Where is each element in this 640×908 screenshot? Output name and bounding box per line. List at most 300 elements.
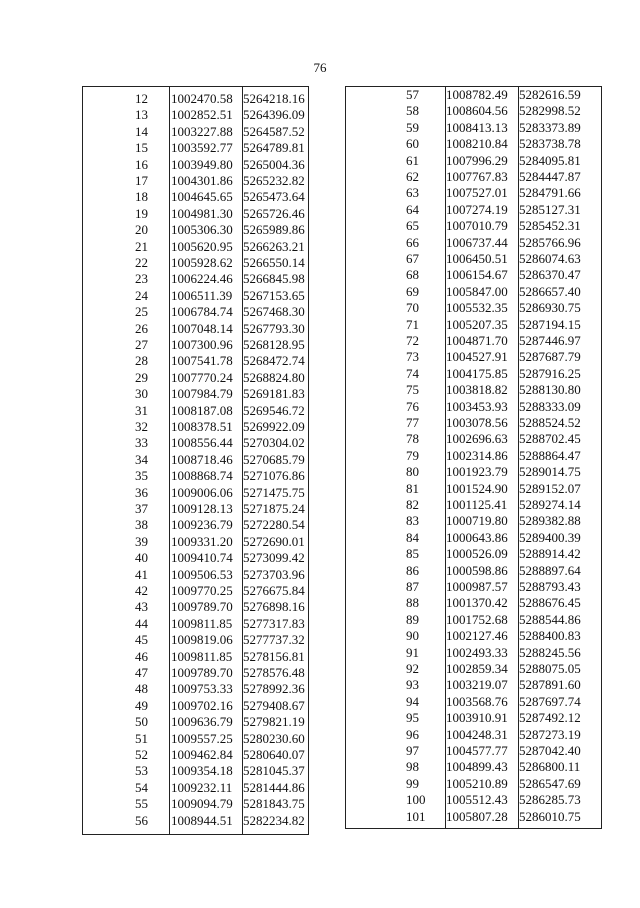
point-number: 99 [406, 775, 419, 791]
x-coordinate: 1009410.74 [171, 550, 233, 566]
table-top-rule [83, 86, 308, 87]
x-coordinate: 1009006.06 [171, 484, 233, 500]
table-row [83, 271, 308, 288]
point-number: 34 [135, 451, 148, 467]
table-row [83, 239, 308, 256]
y-coordinate: 5276898.16 [243, 599, 305, 615]
point-number: 83 [406, 513, 419, 529]
y-coordinate: 5286010.75 [519, 808, 581, 824]
table-row [83, 206, 308, 223]
x-coordinate: 1003568.76 [446, 693, 508, 709]
y-coordinate: 5287446.97 [519, 333, 581, 348]
point-number: 43 [135, 599, 148, 615]
y-coordinate: 5289274.14 [519, 497, 581, 512]
y-coordinate: 5267468.30 [243, 304, 305, 320]
table-row [83, 304, 308, 321]
x-coordinate: 1004301.86 [171, 173, 233, 188]
point-number: 94 [406, 693, 419, 709]
x-coordinate: 1009702.16 [171, 697, 233, 713]
point-number: 39 [135, 533, 148, 549]
table-row [346, 612, 601, 629]
point-number: 62 [406, 169, 419, 184]
point-number: 38 [135, 517, 148, 533]
x-coordinate: 1005807.28 [446, 808, 508, 824]
point-number: 84 [406, 529, 419, 545]
table-row [83, 288, 308, 305]
table-row [346, 481, 601, 498]
table-row [83, 403, 308, 420]
table-row [346, 694, 601, 711]
y-coordinate: 5284447.87 [519, 169, 581, 184]
point-number: 22 [135, 255, 148, 270]
x-coordinate: 1001370.42 [446, 595, 508, 611]
y-coordinate: 5267153.65 [243, 287, 305, 303]
x-coordinate: 1009236.79 [171, 517, 233, 533]
x-coordinate: 1008413.13 [446, 119, 508, 135]
x-coordinate: 1001125.41 [446, 497, 508, 512]
table-row [346, 759, 601, 776]
x-coordinate: 1005847.00 [446, 283, 508, 299]
point-number: 96 [406, 726, 419, 742]
point-number: 71 [406, 316, 419, 332]
table-row [346, 415, 601, 432]
y-coordinate: 5288400.83 [519, 628, 581, 644]
table-row [346, 202, 601, 219]
x-coordinate: 1009128.13 [171, 501, 233, 516]
table-row [83, 189, 308, 206]
x-coordinate: 1003818.82 [446, 382, 508, 398]
point-number: 59 [406, 119, 419, 135]
x-coordinate: 1003910.91 [446, 710, 508, 726]
table-row [83, 370, 308, 387]
table-row [346, 169, 601, 186]
x-coordinate: 1005210.89 [446, 775, 508, 791]
point-number: 23 [135, 271, 148, 287]
x-coordinate: 1004871.70 [446, 333, 508, 348]
point-number: 49 [135, 697, 148, 713]
table-row [346, 382, 601, 399]
point-number: 82 [406, 497, 419, 512]
point-number: 93 [406, 677, 419, 693]
x-coordinate: 1008944.51 [171, 812, 233, 828]
y-coordinate: 5286370.47 [519, 267, 581, 283]
point-number: 73 [406, 349, 419, 365]
point-number: 13 [135, 107, 148, 123]
point-number: 101 [406, 808, 426, 824]
x-coordinate: 1000987.57 [446, 579, 508, 594]
point-number: 54 [135, 779, 148, 795]
y-coordinate: 5280640.07 [243, 747, 305, 762]
point-number: 19 [135, 205, 148, 221]
x-coordinate: 1005512.43 [446, 792, 508, 808]
y-coordinate: 5289152.07 [519, 480, 581, 496]
x-coordinate: 1009636.79 [171, 714, 233, 730]
x-coordinate: 1002852.51 [171, 107, 233, 123]
point-number: 15 [135, 140, 148, 156]
table-row [346, 710, 601, 727]
table-row [83, 140, 308, 157]
y-coordinate: 5289382.88 [519, 513, 581, 529]
x-coordinate: 1005532.35 [446, 300, 508, 316]
point-number: 46 [135, 648, 148, 664]
y-coordinate: 5267793.30 [243, 320, 305, 336]
point-number: 98 [406, 759, 419, 775]
point-number: 42 [135, 583, 148, 598]
point-number: 12 [135, 91, 148, 106]
table-row [346, 218, 601, 235]
point-number: 91 [406, 644, 419, 660]
x-coordinate: 1000598.86 [446, 562, 508, 578]
y-coordinate: 5271475.75 [243, 484, 305, 500]
point-number: 61 [406, 152, 419, 168]
x-coordinate: 1006784.74 [171, 304, 233, 320]
y-coordinate: 5286074.63 [519, 251, 581, 266]
y-coordinate: 5265473.64 [243, 189, 305, 205]
page-number: 76 [313, 60, 327, 75]
table-row [346, 727, 601, 744]
table-row [346, 103, 601, 120]
y-coordinate: 5286800.11 [519, 759, 581, 775]
y-coordinate: 5285766.96 [519, 234, 581, 250]
point-number: 18 [135, 189, 148, 205]
point-number: 21 [135, 238, 148, 254]
y-coordinate: 5286930.75 [519, 300, 581, 316]
point-number: 53 [135, 763, 148, 779]
point-number: 76 [406, 398, 419, 414]
point-number: 31 [135, 402, 148, 418]
x-coordinate: 1007527.01 [446, 185, 508, 201]
y-coordinate: 5282616.59 [519, 87, 581, 102]
point-number: 63 [406, 185, 419, 201]
table-row [83, 107, 308, 124]
point-number: 58 [406, 103, 419, 119]
table-row [346, 153, 601, 170]
coordinate-table-right [345, 86, 602, 829]
x-coordinate: 1007984.79 [171, 386, 233, 402]
table-row [83, 91, 308, 108]
table-row [346, 349, 601, 366]
y-coordinate: 5264587.52 [243, 123, 305, 139]
table-row [83, 698, 308, 715]
y-coordinate: 5289400.39 [519, 529, 581, 545]
table-row [83, 173, 308, 190]
x-coordinate: 1004527.91 [446, 349, 508, 365]
y-coordinate: 5283738.78 [519, 136, 581, 152]
point-number: 77 [406, 415, 419, 430]
table-row [83, 337, 308, 354]
x-coordinate: 1006737.44 [446, 234, 508, 250]
x-coordinate: 1009789.70 [171, 665, 233, 680]
x-coordinate: 1008556.44 [171, 435, 233, 451]
x-coordinate: 1000526.09 [446, 546, 508, 562]
table-row [83, 255, 308, 272]
point-number: 33 [135, 435, 148, 451]
y-coordinate: 5278576.48 [243, 665, 305, 680]
point-number: 32 [135, 419, 148, 434]
x-coordinate: 1008718.46 [171, 451, 233, 467]
table-row [346, 579, 601, 596]
point-number: 86 [406, 562, 419, 578]
y-coordinate: 5277737.32 [243, 632, 305, 648]
x-coordinate: 1003227.88 [171, 123, 233, 139]
table-row [83, 649, 308, 666]
y-coordinate: 5279408.67 [243, 697, 305, 713]
point-number: 64 [406, 201, 419, 217]
point-number: 17 [135, 173, 148, 188]
y-coordinate: 5288075.05 [519, 661, 581, 676]
table-row [83, 517, 308, 534]
point-number: 47 [135, 665, 148, 680]
y-coordinate: 5282998.52 [519, 103, 581, 119]
y-coordinate: 5277317.83 [243, 615, 305, 631]
x-coordinate: 1001752.68 [446, 611, 508, 627]
table-row [346, 300, 601, 317]
coordinate-table-left [82, 86, 309, 835]
y-coordinate: 5288524.52 [519, 415, 581, 430]
y-coordinate: 5268472.74 [243, 353, 305, 369]
point-number: 28 [135, 353, 148, 369]
point-number: 78 [406, 431, 419, 447]
point-number: 14 [135, 123, 148, 139]
y-coordinate: 5278156.81 [243, 648, 305, 664]
table-row [346, 399, 601, 416]
x-coordinate: 1006224.46 [171, 271, 233, 287]
x-coordinate: 1008782.49 [446, 87, 508, 102]
table-row [83, 780, 308, 797]
y-coordinate: 5264218.16 [243, 91, 305, 106]
y-coordinate: 5266550.14 [243, 255, 305, 270]
y-coordinate: 5287916.25 [519, 365, 581, 381]
point-number: 95 [406, 710, 419, 726]
x-coordinate: 1008378.51 [171, 419, 233, 434]
table-row [346, 595, 601, 612]
table-row [83, 353, 308, 370]
x-coordinate: 1002493.33 [446, 644, 508, 660]
x-coordinate: 1009789.70 [171, 599, 233, 615]
x-coordinate: 1008604.56 [446, 103, 508, 119]
table-row [346, 185, 601, 202]
table-row [346, 448, 601, 465]
x-coordinate: 1001524.90 [446, 480, 508, 496]
table-row [346, 333, 601, 350]
x-coordinate: 1000719.80 [446, 513, 508, 529]
x-coordinate: 1005928.62 [171, 255, 233, 270]
x-coordinate: 1003949.80 [171, 156, 233, 172]
x-coordinate: 1002470.58 [171, 91, 233, 106]
x-coordinate: 1007770.24 [171, 369, 233, 385]
point-number: 68 [406, 267, 419, 283]
table-row [346, 792, 601, 809]
table-row [83, 222, 308, 239]
x-coordinate: 1003078.56 [446, 415, 508, 430]
y-coordinate: 5265232.82 [243, 173, 305, 188]
x-coordinate: 1003592.77 [171, 140, 233, 156]
x-coordinate: 1004248.31 [446, 726, 508, 742]
y-coordinate: 5287891.60 [519, 677, 581, 693]
table-row [83, 321, 308, 338]
y-coordinate: 5289014.75 [519, 464, 581, 480]
point-number: 55 [135, 796, 148, 812]
x-coordinate: 1007274.19 [446, 201, 508, 217]
y-coordinate: 5278992.36 [243, 681, 305, 697]
point-number: 51 [135, 730, 148, 746]
y-coordinate: 5287697.74 [519, 693, 581, 709]
table-row [83, 567, 308, 584]
x-coordinate: 1007541.78 [171, 353, 233, 369]
point-number: 87 [406, 579, 419, 594]
y-coordinate: 5287492.12 [519, 710, 581, 726]
table-row [83, 485, 308, 502]
point-number: 72 [406, 333, 419, 348]
table-row [83, 681, 308, 698]
y-coordinate: 5270304.02 [243, 435, 305, 451]
table-row [83, 599, 308, 616]
point-number: 92 [406, 661, 419, 676]
table-row [83, 501, 308, 518]
x-coordinate: 1009811.85 [171, 615, 233, 631]
y-coordinate: 5264396.09 [243, 107, 305, 123]
x-coordinate: 1003453.93 [446, 398, 508, 414]
table-row [346, 464, 601, 481]
table-row [346, 120, 601, 137]
point-number: 60 [406, 136, 419, 152]
point-number: 30 [135, 386, 148, 402]
y-coordinate: 5280230.60 [243, 730, 305, 746]
point-number: 26 [135, 320, 148, 336]
x-coordinate: 1005620.95 [171, 238, 233, 254]
y-coordinate: 5269546.72 [243, 402, 305, 418]
y-coordinate: 5288676.45 [519, 595, 581, 611]
x-coordinate: 1007300.96 [171, 337, 233, 352]
y-coordinate: 5284095.81 [519, 152, 581, 168]
x-coordinate: 1005207.35 [446, 316, 508, 332]
y-coordinate: 5286285.73 [519, 792, 581, 808]
y-coordinate: 5269922.09 [243, 419, 305, 434]
y-coordinate: 5272280.54 [243, 517, 305, 533]
table-row [83, 616, 308, 633]
table-row [346, 431, 601, 448]
point-number: 48 [135, 681, 148, 697]
point-number: 79 [406, 447, 419, 463]
point-number: 89 [406, 611, 419, 627]
y-coordinate: 5266845.98 [243, 271, 305, 287]
y-coordinate: 5273703.96 [243, 566, 305, 582]
point-number: 57 [406, 87, 419, 102]
table-row [346, 366, 601, 383]
x-coordinate: 1009819.06 [171, 632, 233, 648]
table-row [346, 661, 601, 678]
table-row [346, 267, 601, 284]
x-coordinate: 1004899.43 [446, 759, 508, 775]
point-number: 44 [135, 615, 148, 631]
y-coordinate: 5269181.83 [243, 386, 305, 402]
x-coordinate: 1009506.53 [171, 566, 233, 582]
y-coordinate: 5288544.86 [519, 611, 581, 627]
table-row [83, 534, 308, 551]
point-number: 80 [406, 464, 419, 480]
table-row [346, 776, 601, 793]
y-coordinate: 5281843.75 [243, 796, 305, 812]
y-coordinate: 5271076.86 [243, 468, 305, 484]
table-row [83, 583, 308, 600]
x-coordinate: 1007010.79 [446, 218, 508, 234]
point-number: 37 [135, 501, 148, 516]
x-coordinate: 1009811.85 [171, 648, 233, 664]
point-number: 16 [135, 156, 148, 172]
table-row [346, 546, 601, 563]
y-coordinate: 5288793.43 [519, 579, 581, 594]
point-number: 27 [135, 337, 148, 352]
x-coordinate: 1009557.25 [171, 730, 233, 746]
y-coordinate: 5265726.46 [243, 205, 305, 221]
y-coordinate: 5265989.86 [243, 222, 305, 238]
table-row [346, 513, 601, 530]
y-coordinate: 5287042.40 [519, 743, 581, 758]
x-coordinate: 1001923.79 [446, 464, 508, 480]
table-row [346, 251, 601, 268]
y-coordinate: 5281444.86 [243, 779, 305, 795]
y-coordinate: 5286657.40 [519, 283, 581, 299]
table-row [346, 317, 601, 334]
point-number: 50 [135, 714, 148, 730]
y-coordinate: 5286547.69 [519, 775, 581, 791]
y-coordinate: 5283373.89 [519, 119, 581, 135]
x-coordinate: 1003219.07 [446, 677, 508, 693]
table-row [83, 731, 308, 748]
x-coordinate: 1008868.74 [171, 468, 233, 484]
y-coordinate: 5287687.79 [519, 349, 581, 365]
x-coordinate: 1009770.25 [171, 583, 233, 598]
table-row [83, 796, 308, 813]
point-number: 69 [406, 283, 419, 299]
y-coordinate: 5288702.45 [519, 431, 581, 447]
point-number: 20 [135, 222, 148, 238]
point-number: 45 [135, 632, 148, 648]
table-row [346, 284, 601, 301]
table-row [346, 645, 601, 662]
table-row [83, 747, 308, 764]
y-coordinate: 5281045.37 [243, 763, 305, 779]
x-coordinate: 1000643.86 [446, 529, 508, 545]
table-row [83, 435, 308, 452]
point-number: 35 [135, 468, 148, 484]
table-row [83, 419, 308, 436]
y-coordinate: 5266263.21 [243, 238, 305, 254]
table-row [83, 813, 308, 830]
point-number: 75 [406, 382, 419, 398]
x-coordinate: 1008210.84 [446, 136, 508, 152]
x-coordinate: 1004577.77 [446, 743, 508, 758]
x-coordinate: 1002314.86 [446, 447, 508, 463]
point-number: 40 [135, 550, 148, 566]
y-coordinate: 5272690.01 [243, 533, 305, 549]
y-coordinate: 5279821.19 [243, 714, 305, 730]
point-number: 36 [135, 484, 148, 500]
point-number: 41 [135, 566, 148, 582]
point-number: 24 [135, 287, 148, 303]
table-row [83, 632, 308, 649]
table-row [346, 677, 601, 694]
y-coordinate: 5285452.31 [519, 218, 581, 234]
x-coordinate: 1004981.30 [171, 205, 233, 221]
table-row [83, 157, 308, 174]
table-row [83, 386, 308, 403]
y-coordinate: 5268128.95 [243, 337, 305, 352]
table-row [346, 530, 601, 547]
x-coordinate: 1009232.11 [171, 779, 233, 795]
y-coordinate: 5288897.64 [519, 562, 581, 578]
y-coordinate: 5264789.81 [243, 140, 305, 156]
